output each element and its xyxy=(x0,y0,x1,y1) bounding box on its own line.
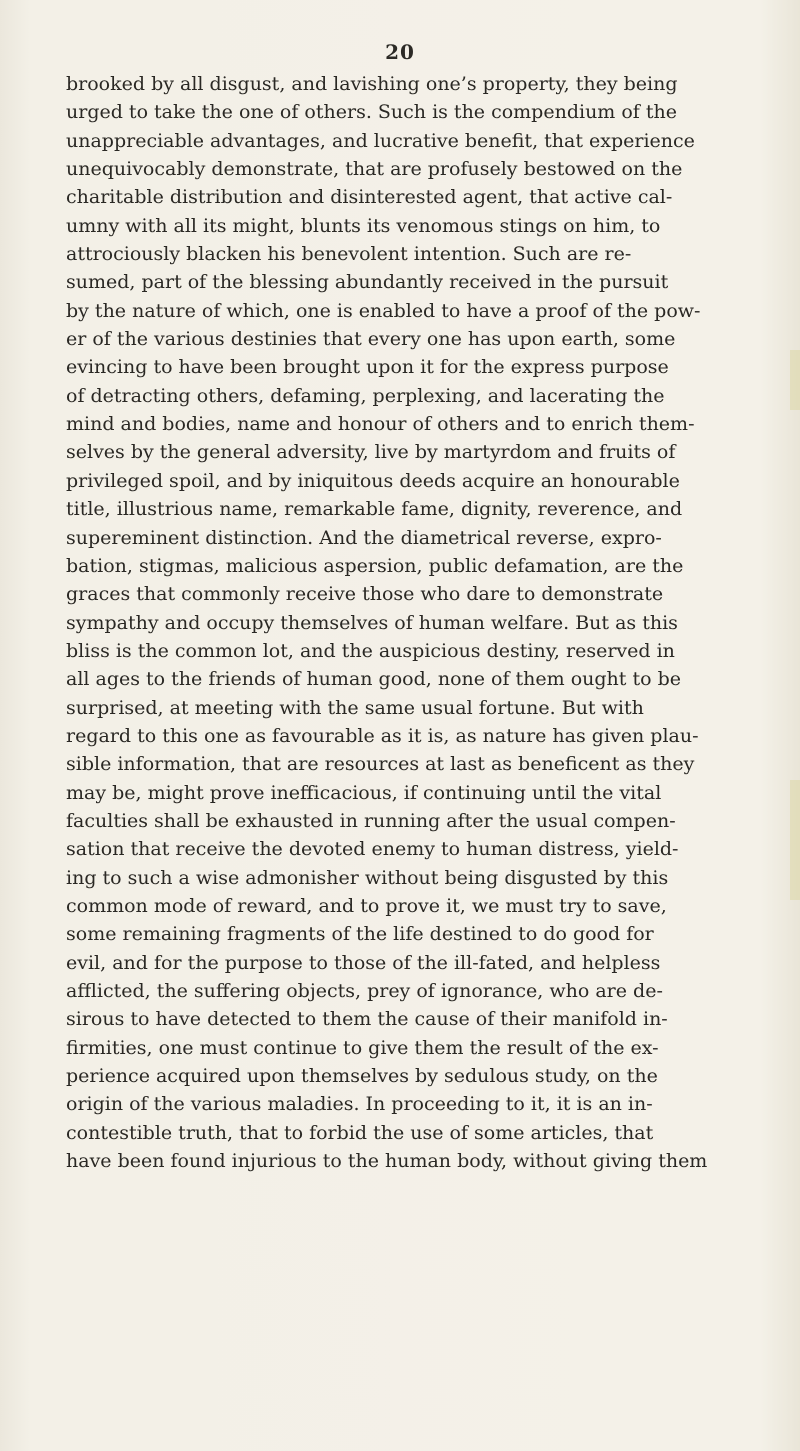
text-line: sumed, part of the blessing abundantly received in the pursuit xyxy=(66,271,669,294)
text-line: sation that receive the devoted enemy to human distress, yield- xyxy=(66,838,679,861)
body-text xyxy=(66,70,766,1175)
text-line: sirous to have detected to them the cause of their manifold in- xyxy=(66,1008,668,1031)
text-line: origin of the various maladies. In proceeding to it, it is an in- xyxy=(66,1093,653,1116)
text-line: perience acquired upon themselves by sedulous study, on the xyxy=(66,1065,658,1088)
text-line: sible information, that are resources at last as beneficent as they xyxy=(66,753,695,776)
text-line: supereminent distinction. And the diametrical reverse, expro- xyxy=(66,526,662,549)
text-line: brooked by all disgust, and lavishing one’s property, they being xyxy=(66,73,678,95)
text-line: unappreciable advantages, and lucrative benefit, that experience xyxy=(66,129,695,152)
text-line: of detracting others, defaming, perplexing, and lacerating the xyxy=(66,384,665,407)
text-line: selves by the general adversity, live by martyrdom and fruits of xyxy=(66,441,676,464)
text-line: sympathy and occupy themselves of human welfare. But as this xyxy=(66,611,678,634)
text-line: evincing to have been brought upon it for the express purpose xyxy=(66,356,669,379)
text-line: firmities, one must continue to give them the result of the ex- xyxy=(66,1036,659,1059)
text-line: privileged spoil, and by iniquitous deeds acquire an honourable xyxy=(66,469,680,492)
text-line: may be, might prove inefficacious, if continuing until the vital xyxy=(66,781,662,804)
text-line: all ages to the friends of human good, none of them ought to be xyxy=(66,668,681,691)
text-line: surprised, at meeting with the same usual fortune. But with xyxy=(66,696,644,719)
text-line: er of the various destinies that every one has upon earth, some xyxy=(66,328,676,351)
text-line: mind and bodies, name and honour of others and to enrich them- xyxy=(66,413,695,436)
text-line: afflicted, the suffering objects, prey of ignorance, who are de- xyxy=(66,980,663,1002)
paper-stain xyxy=(790,350,800,410)
text-line: bliss is the common lot, and the auspicious destiny, reserved in xyxy=(66,639,675,662)
text-line: title, illustrious name, remarkable fame, dignity, reverence, and xyxy=(66,498,683,521)
text-line: faculties shall be exhausted in running after the usual compen- xyxy=(66,809,676,832)
text-line: some remaining fragments of the life destined to do good for xyxy=(66,923,654,946)
text-line: ing to such a wise admonisher without being disgusted by this xyxy=(66,866,669,889)
paper-stain xyxy=(790,780,800,900)
text-line: evil, and for the purpose to those of the ill-fated, and helpless xyxy=(66,951,661,974)
text-line: charitable distribution and disinterested agent, that active cal- xyxy=(66,186,673,209)
text-line: common mode of reward, and to prove it, we must try to save, xyxy=(66,894,667,917)
text-line: graces that commonly receive those who dare to demonstrate xyxy=(66,583,664,606)
text-line: umny with all its might, blunts its venomous stings on him, to xyxy=(66,214,661,237)
text-line: bation, stigmas, malicious aspersion, public defamation, are the xyxy=(66,554,684,577)
text-line: attrociously blacken his benevolent intention. Such are re- xyxy=(66,243,632,266)
text-line: by the nature of which, one is enabled to have a proof of the pow- xyxy=(66,299,701,322)
text-line: have been found injurious to the human body, without giving them xyxy=(66,1150,708,1173)
text-line: unequivocably demonstrate, that are profusely bestowed on the xyxy=(66,158,683,181)
page-number: 20 xyxy=(385,40,415,64)
text-line: regard to this one as favourable as it is, as nature has given plau- xyxy=(66,724,699,747)
text-line: contestible truth, that to forbid the use of some articles, that xyxy=(66,1121,654,1144)
text-line: urged to take the one of others. Such is the compendium of the xyxy=(66,101,677,124)
